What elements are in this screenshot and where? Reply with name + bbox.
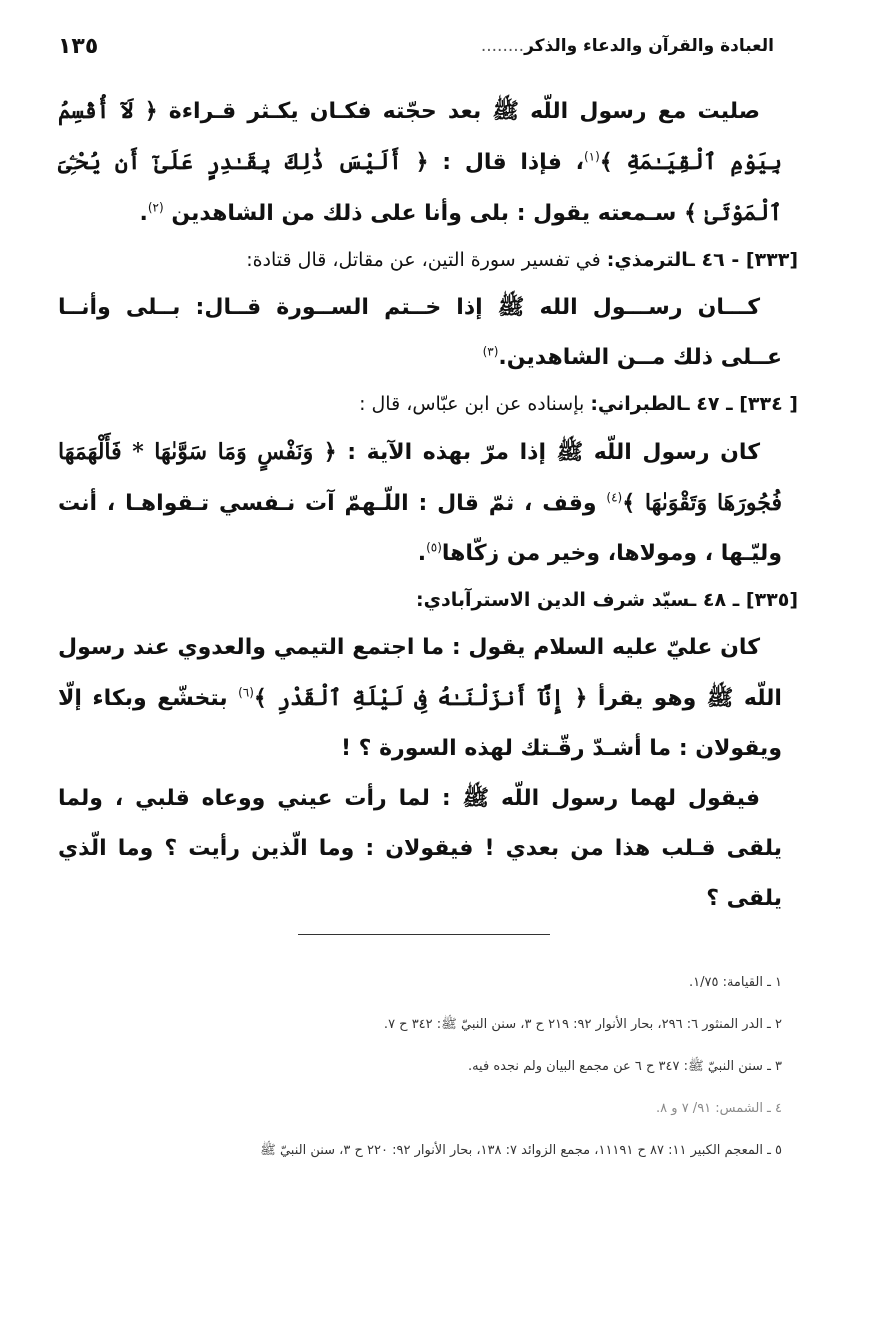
hadith-heading-333 — [58, 245, 798, 275]
paragraph-text: فيقول لهما رسول اللّه ﷺ : لما رأت عيني ووعاه قلبي ، ولما يلقى قـلب هذا من بعدي ! فيقولان : وما الّذين رأيت ؟ وما الّذي يلقى ؟ — [58, 786, 782, 911]
hadith-source: الطبراني: — [590, 393, 684, 415]
paragraph-1 — [58, 86, 782, 239]
quran-verse: ﴿ وَنَفْسٍ وَمَا سَوَّىٰهَا * فَأَلْهَمَهَا فُجُورَهَا وَتَقْوَىٰهَا ﴾ — [58, 439, 782, 516]
footnote-1: ١ ـ القيامة: ١/٧٥. — [688, 975, 782, 990]
paragraph-text: كـــان رســـول الله ﷺ إذا خــتم الســورة قــال: بــلى وأنــا عــلى ذلك مــن الشاهدين. — [58, 295, 782, 370]
footnotes — [58, 962, 782, 1172]
paragraph-2 — [58, 283, 782, 383]
hadith-heading-335 — [58, 585, 798, 615]
paragraph-5 — [58, 774, 782, 924]
paragraph-4 — [58, 623, 782, 774]
running-title-dots: ........ — [480, 36, 525, 56]
paragraph-text: بتخشّع وبكاء إلّا ويقولان : ما أشـدّ رقّـتك لهذه السورة ؟ ! — [58, 686, 782, 761]
main-text — [58, 86, 798, 924]
footnote-ref: (٥) — [426, 540, 442, 555]
paragraph-text: سـمعته يقول : بلى وأنا على ذلك من الشاهدين — [163, 201, 685, 226]
hadith-number: [٣٣٥] ـ ٤٨ ـ — [689, 589, 798, 611]
paragraph-text: . — [417, 541, 427, 566]
page-header — [58, 34, 774, 70]
footnote-ref: (٢) — [147, 200, 164, 215]
running-title — [481, 36, 774, 56]
quran-verse: ﴿ أَلَيْسَ ذَٰلِكَ بِقَـٰدِرٍ عَلَىٰٓ أَن يُحْـِۧىَ ٱلْمَوْتَىٰ ﴾ — [58, 149, 782, 226]
footnote-ref: (٦) — [238, 685, 254, 700]
footnote-divider — [298, 934, 550, 935]
quran-verse: ﴿ لَآ أُقْسِمُ بِيَوْمِ ٱلْقِيَـٰمَةِ ﴾ — [58, 98, 782, 175]
paragraph-text: وقف ، ثمّ قال : اللّـهمّ آت نـفسي تـقواهـا ، أنت وليّـها ، ومولاها، وخير من زكّاها — [58, 491, 782, 566]
footnote-ref: (٤) — [606, 490, 623, 505]
footnote-3: ٣ ـ سنن النبيّ ﷺ: ٣٤٧ ح ٦ عن مجمع البيان ولم نجده فيه. — [467, 1059, 782, 1074]
running-title-text: العبادة والقرآن والدعاء والذكر — [524, 36, 774, 56]
hadith-number: [ ٣٣٤] ـ ٤٧ ـ — [683, 393, 798, 415]
footnote-4: ٤ ـ الشمس: ٩١/ ٧ و ٨. — [656, 1101, 782, 1116]
hadith-chain: في تفسير سورة التين، عن مقاتل، قال قتادة: — [246, 249, 607, 271]
footnote-5: ٥ ـ المعجم الكبير ١١: ٨٧ ح ١١١٩١، مجمع الزوائد ٧: ١٣٨، بحار الأنوار ٩٢: ٢٢٠ ح ٣، سنن النبيّ ﷺ — [260, 1143, 782, 1158]
page-number: ١٣٥ — [58, 34, 99, 59]
paragraph-3 — [58, 427, 782, 579]
paragraph-text: كان عليّ عليه السلام يقول : ما اجتمع التيمي والعدوي عند رسول اللّه ﷺ وهو يقرأ — [58, 635, 782, 711]
hadith-chain: بإسناده عن ابن عبّاس، قال : — [359, 393, 591, 415]
hadith-source: الترمذي: — [606, 249, 689, 271]
paragraph-text: . — [139, 201, 148, 226]
hadith-number: [٣٣٣] - ٤٦ ـ — [688, 249, 798, 271]
paragraph-text: كان رسول اللّه ﷺ إذا مرّ بهذه الآية : — [336, 440, 760, 465]
footnote-ref: (١) — [583, 149, 600, 164]
footnote-ref: (٣) — [482, 344, 499, 359]
hadith-heading-334 — [58, 389, 798, 419]
footnote-2: ٢ ـ الدر المنثور ٦: ٢٩٦، بحار الأنوار ٩٢: ٢١٩ ح ٣، سنن النبيّ ﷺ: ٣٤٢ ح ٧. — [383, 1017, 782, 1032]
paragraph-text: ، فإذا قال : — [428, 150, 584, 175]
hadith-source: سيّد شرف الدين الاسترآبادي: — [415, 589, 690, 611]
paragraph-text: صليت مع رسول اللّه ﷺ بعد حجّته فكـان يكـثر قـراءة — [157, 99, 760, 124]
quran-verse: ﴿ إِنَّآ أَنزَلْنَـٰهُ فِى لَيْلَةِ ٱلْقَدْرِ ﴾ — [253, 685, 588, 711]
